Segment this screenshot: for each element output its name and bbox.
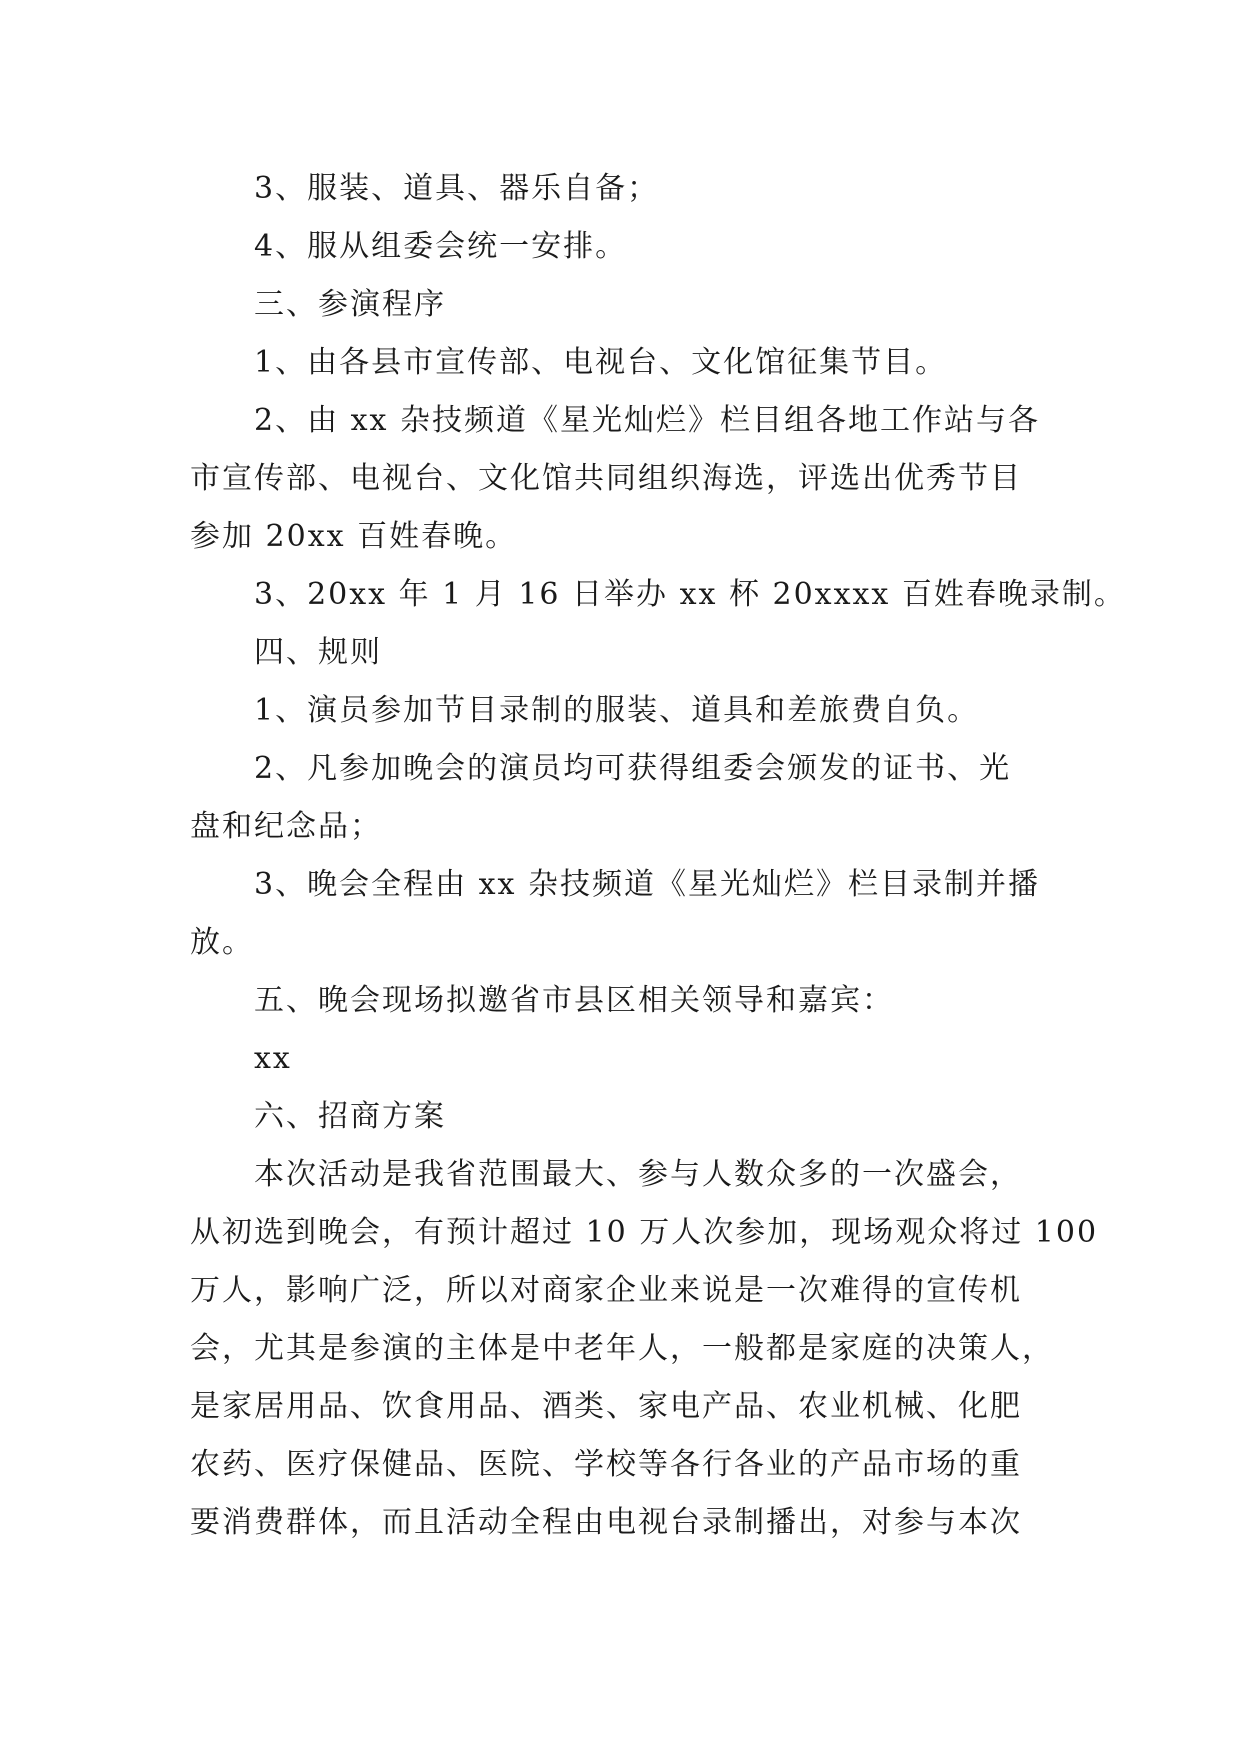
section-heading: 三、参演程序 (254, 287, 446, 322)
text-line: 1、由各县市宣传部、电视台、文化馆征集节目。 (254, 345, 948, 380)
text-line: 是家居用品、饮食用品、酒类、家电产品、农业机械、化肥 (190, 1389, 1022, 1424)
text-line: 会，尤其是参演的主体是中老年人，一般都是家庭的决策人， (190, 1331, 1054, 1366)
text-line: 3、20xx 年 1 月 16 日举办 xx 杯 20xxxx 百姓春晚录制。 (254, 577, 1126, 612)
text-line: 本次活动是我省范围最大、参与人数众多的一次盛会， (254, 1157, 1022, 1192)
section-heading: 五、晚会现场拟邀省市县区相关领导和嘉宾： (254, 983, 894, 1018)
document-body (190, 160, 1126, 1552)
section-heading: 四、规则 (254, 635, 382, 670)
text-line: 放。 (190, 925, 254, 960)
text-line: 要消费群体，而且活动全程由电视台录制播出，对参与本次 (190, 1505, 1022, 1540)
text-line: xx (254, 1041, 292, 1076)
section-heading: 六、招商方案 (254, 1099, 446, 1134)
text-line: 盘和纪念品； (190, 809, 382, 844)
text-line: 2、凡参加晚会的演员均可获得组委会颁发的证书、光 (254, 751, 1012, 786)
text-line: 万人，影响广泛，所以对商家企业来说是一次难得的宣传机 (190, 1273, 1022, 1308)
text-line: 4、服从组委会统一安排。 (254, 229, 628, 264)
text-line: 市宣传部、电视台、文化馆共同组织海选，评选出优秀节目 (190, 461, 1022, 496)
text-line: 3、晚会全程由 xx 杂技频道《星光灿烂》栏目录制并播 (254, 867, 1040, 902)
text-line: 农药、医疗保健品、医院、学校等各行各业的产品市场的重 (190, 1447, 1022, 1482)
text-line: 1、演员参加节目录制的服装、道具和差旅费自负。 (254, 693, 980, 728)
text-line: 参加 20xx 百姓春晚。 (190, 519, 518, 554)
text-line: 从初选到晚会，有预计超过 10 万人次参加，现场观众将过 100 (190, 1215, 1099, 1250)
text-line: 2、由 xx 杂技频道《星光灿烂》栏目组各地工作站与各 (254, 403, 1040, 438)
text-line: 3、服装、道具、器乐自备； (254, 171, 660, 206)
